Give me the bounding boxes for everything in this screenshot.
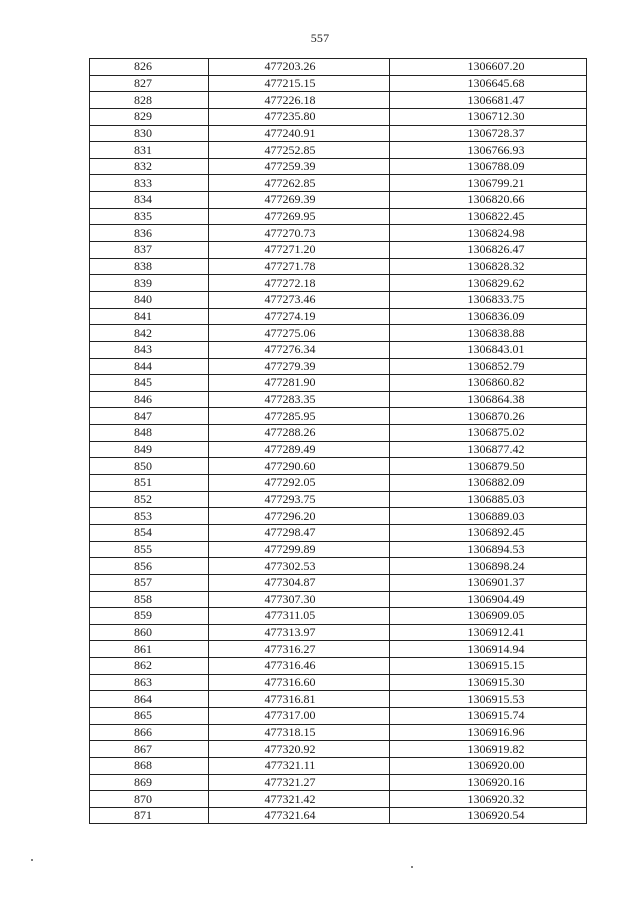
y-coordinate-cell: 1306838.88: [390, 325, 587, 342]
y-coordinate-cell: 1306788.09: [390, 158, 587, 175]
table-row: [90, 724, 587, 741]
x-coordinate-cell: 477235.80: [209, 108, 390, 125]
point-number-cell: 860: [90, 624, 209, 641]
x-coordinate-cell: 477279.39: [209, 358, 390, 375]
x-coordinate-cell: 477317.00: [209, 707, 390, 724]
table-row: [90, 341, 587, 358]
y-coordinate-cell: 1306645.68: [390, 75, 587, 92]
point-number-cell: 845: [90, 375, 209, 392]
table-row: [90, 325, 587, 342]
y-coordinate-cell: 1306728.37: [390, 125, 587, 142]
y-coordinate-cell: 1306894.53: [390, 541, 587, 558]
y-coordinate-cell: 1306843.01: [390, 341, 587, 358]
x-coordinate-cell: 477321.11: [209, 757, 390, 774]
point-number-cell: 862: [90, 658, 209, 675]
x-coordinate-cell: 477311.05: [209, 608, 390, 625]
x-coordinate-cell: 477316.81: [209, 691, 390, 708]
x-coordinate-cell: 477262.85: [209, 175, 390, 192]
point-number-cell: 834: [90, 192, 209, 209]
point-number-cell: 847: [90, 408, 209, 425]
point-number-cell: 868: [90, 757, 209, 774]
point-number-cell: 826: [90, 59, 209, 76]
x-coordinate-cell: 477271.20: [209, 242, 390, 259]
table-row: [90, 59, 587, 76]
y-coordinate-cell: 1306920.32: [390, 791, 587, 808]
point-number-cell: 827: [90, 75, 209, 92]
table-row: [90, 158, 587, 175]
table-row: [90, 408, 587, 425]
table-row: [90, 508, 587, 525]
point-number-cell: 833: [90, 175, 209, 192]
y-coordinate-cell: 1306885.03: [390, 491, 587, 508]
table-row: [90, 425, 587, 442]
y-coordinate-cell: 1306875.02: [390, 425, 587, 442]
y-coordinate-cell: 1306915.30: [390, 674, 587, 691]
y-coordinate-cell: 1306877.42: [390, 441, 587, 458]
point-number-cell: 835: [90, 208, 209, 225]
y-coordinate-cell: 1306836.09: [390, 308, 587, 325]
point-number-cell: 863: [90, 674, 209, 691]
y-coordinate-cell: 1306852.79: [390, 358, 587, 375]
coordinates-table-body: [90, 59, 587, 824]
point-number-cell: 867: [90, 741, 209, 758]
y-coordinate-cell: 1306915.15: [390, 658, 587, 675]
x-coordinate-cell: 477293.75: [209, 491, 390, 508]
x-coordinate-cell: 477313.97: [209, 624, 390, 641]
y-coordinate-cell: 1306712.30: [390, 108, 587, 125]
y-coordinate-cell: 1306864.38: [390, 391, 587, 408]
table-row: [90, 757, 587, 774]
coordinates-table: [89, 58, 587, 824]
y-coordinate-cell: 1306828.32: [390, 258, 587, 275]
y-coordinate-cell: 1306909.05: [390, 608, 587, 625]
point-number-cell: 842: [90, 325, 209, 342]
y-coordinate-cell: 1306882.09: [390, 475, 587, 492]
scan-speck: [31, 859, 33, 861]
point-number-cell: 866: [90, 724, 209, 741]
table-row: [90, 807, 587, 824]
point-number-cell: 856: [90, 558, 209, 575]
table-row: [90, 707, 587, 724]
point-number-cell: 852: [90, 491, 209, 508]
y-coordinate-cell: 1306607.20: [390, 59, 587, 76]
x-coordinate-cell: 477240.91: [209, 125, 390, 142]
point-number-cell: 851: [90, 475, 209, 492]
point-number-cell: 846: [90, 391, 209, 408]
scan-speck: [411, 866, 413, 868]
x-coordinate-cell: 477289.49: [209, 441, 390, 458]
table-row: [90, 524, 587, 541]
x-coordinate-cell: 477321.42: [209, 791, 390, 808]
table-row: [90, 574, 587, 591]
point-number-cell: 848: [90, 425, 209, 442]
point-number-cell: 855: [90, 541, 209, 558]
table-row: [90, 458, 587, 475]
point-number-cell: 854: [90, 524, 209, 541]
table-row: [90, 258, 587, 275]
y-coordinate-cell: 1306901.37: [390, 574, 587, 591]
x-coordinate-cell: 477283.35: [209, 391, 390, 408]
x-coordinate-cell: 477298.47: [209, 524, 390, 541]
point-number-cell: 871: [90, 807, 209, 824]
table-row: [90, 192, 587, 209]
y-coordinate-cell: 1306915.53: [390, 691, 587, 708]
point-number-cell: 844: [90, 358, 209, 375]
table-row: [90, 208, 587, 225]
table-row: [90, 391, 587, 408]
point-number-cell: 832: [90, 158, 209, 175]
y-coordinate-cell: 1306920.00: [390, 757, 587, 774]
table-row: [90, 242, 587, 259]
x-coordinate-cell: 477273.46: [209, 291, 390, 308]
point-number-cell: 840: [90, 291, 209, 308]
y-coordinate-cell: 1306822.45: [390, 208, 587, 225]
point-number-cell: 830: [90, 125, 209, 142]
y-coordinate-cell: 1306820.66: [390, 192, 587, 209]
point-number-cell: 864: [90, 691, 209, 708]
table-row: [90, 791, 587, 808]
x-coordinate-cell: 477318.15: [209, 724, 390, 741]
point-number-cell: 841: [90, 308, 209, 325]
y-coordinate-cell: 1306916.96: [390, 724, 587, 741]
coordinates-table-container: [89, 58, 586, 824]
point-number-cell: 836: [90, 225, 209, 242]
x-coordinate-cell: 477299.89: [209, 541, 390, 558]
y-coordinate-cell: 1306892.45: [390, 524, 587, 541]
x-coordinate-cell: 477269.95: [209, 208, 390, 225]
y-coordinate-cell: 1306920.16: [390, 774, 587, 791]
x-coordinate-cell: 477271.78: [209, 258, 390, 275]
x-coordinate-cell: 477269.39: [209, 192, 390, 209]
y-coordinate-cell: 1306919.82: [390, 741, 587, 758]
x-coordinate-cell: 477321.27: [209, 774, 390, 791]
x-coordinate-cell: 477316.60: [209, 674, 390, 691]
table-row: [90, 225, 587, 242]
x-coordinate-cell: 477272.18: [209, 275, 390, 292]
table-row: [90, 608, 587, 625]
y-coordinate-cell: 1306829.62: [390, 275, 587, 292]
table-row: [90, 75, 587, 92]
y-coordinate-cell: 1306870.26: [390, 408, 587, 425]
y-coordinate-cell: 1306879.50: [390, 458, 587, 475]
x-coordinate-cell: 477307.30: [209, 591, 390, 608]
point-number-cell: 859: [90, 608, 209, 625]
table-row: [90, 774, 587, 791]
point-number-cell: 837: [90, 242, 209, 259]
table-row: [90, 375, 587, 392]
y-coordinate-cell: 1306826.47: [390, 242, 587, 259]
x-coordinate-cell: 477316.46: [209, 658, 390, 675]
table-row: [90, 125, 587, 142]
x-coordinate-cell: 477226.18: [209, 92, 390, 109]
table-row: [90, 741, 587, 758]
x-coordinate-cell: 477270.73: [209, 225, 390, 242]
table-row: [90, 558, 587, 575]
x-coordinate-cell: 477275.06: [209, 325, 390, 342]
table-row: [90, 275, 587, 292]
point-number-cell: 858: [90, 591, 209, 608]
table-row: [90, 358, 587, 375]
x-coordinate-cell: 477281.90: [209, 375, 390, 392]
point-number-cell: 828: [90, 92, 209, 109]
table-row: [90, 641, 587, 658]
table-row: [90, 475, 587, 492]
x-coordinate-cell: 477274.19: [209, 308, 390, 325]
point-number-cell: 849: [90, 441, 209, 458]
x-coordinate-cell: 477304.87: [209, 574, 390, 591]
table-row: [90, 108, 587, 125]
y-coordinate-cell: 1306833.75: [390, 291, 587, 308]
x-coordinate-cell: 477302.53: [209, 558, 390, 575]
table-row: [90, 674, 587, 691]
table-row: [90, 142, 587, 159]
x-coordinate-cell: 477316.27: [209, 641, 390, 658]
table-row: [90, 491, 587, 508]
x-coordinate-cell: 477252.85: [209, 142, 390, 159]
x-coordinate-cell: 477259.39: [209, 158, 390, 175]
y-coordinate-cell: 1306766.93: [390, 142, 587, 159]
y-coordinate-cell: 1306914.94: [390, 641, 587, 658]
table-row: [90, 441, 587, 458]
y-coordinate-cell: 1306915.74: [390, 707, 587, 724]
point-number-cell: 831: [90, 142, 209, 159]
point-number-cell: 865: [90, 707, 209, 724]
table-row: [90, 308, 587, 325]
x-coordinate-cell: 477321.64: [209, 807, 390, 824]
page-number: 557: [310, 31, 330, 45]
x-coordinate-cell: 477285.95: [209, 408, 390, 425]
y-coordinate-cell: 1306898.24: [390, 558, 587, 575]
x-coordinate-cell: 477288.26: [209, 425, 390, 442]
point-number-cell: 838: [90, 258, 209, 275]
y-coordinate-cell: 1306681.47: [390, 92, 587, 109]
point-number-cell: 853: [90, 508, 209, 525]
x-coordinate-cell: 477203.26: [209, 59, 390, 76]
point-number-cell: 869: [90, 774, 209, 791]
y-coordinate-cell: 1306920.54: [390, 807, 587, 824]
point-number-cell: 829: [90, 108, 209, 125]
y-coordinate-cell: 1306904.49: [390, 591, 587, 608]
x-coordinate-cell: 477215.15: [209, 75, 390, 92]
y-coordinate-cell: 1306799.21: [390, 175, 587, 192]
y-coordinate-cell: 1306824.98: [390, 225, 587, 242]
x-coordinate-cell: 477276.34: [209, 341, 390, 358]
x-coordinate-cell: 477290.60: [209, 458, 390, 475]
point-number-cell: 843: [90, 341, 209, 358]
table-row: [90, 658, 587, 675]
table-row: [90, 175, 587, 192]
table-row: [90, 624, 587, 641]
point-number-cell: 850: [90, 458, 209, 475]
point-number-cell: 839: [90, 275, 209, 292]
x-coordinate-cell: 477296.20: [209, 508, 390, 525]
y-coordinate-cell: 1306889.03: [390, 508, 587, 525]
y-coordinate-cell: 1306912.41: [390, 624, 587, 641]
table-row: [90, 291, 587, 308]
table-row: [90, 92, 587, 109]
y-coordinate-cell: 1306860.82: [390, 375, 587, 392]
table-row: [90, 691, 587, 708]
x-coordinate-cell: 477320.92: [209, 741, 390, 758]
point-number-cell: 870: [90, 791, 209, 808]
point-number-cell: 861: [90, 641, 209, 658]
table-row: [90, 541, 587, 558]
table-row: [90, 591, 587, 608]
point-number-cell: 857: [90, 574, 209, 591]
x-coordinate-cell: 477292.05: [209, 475, 390, 492]
